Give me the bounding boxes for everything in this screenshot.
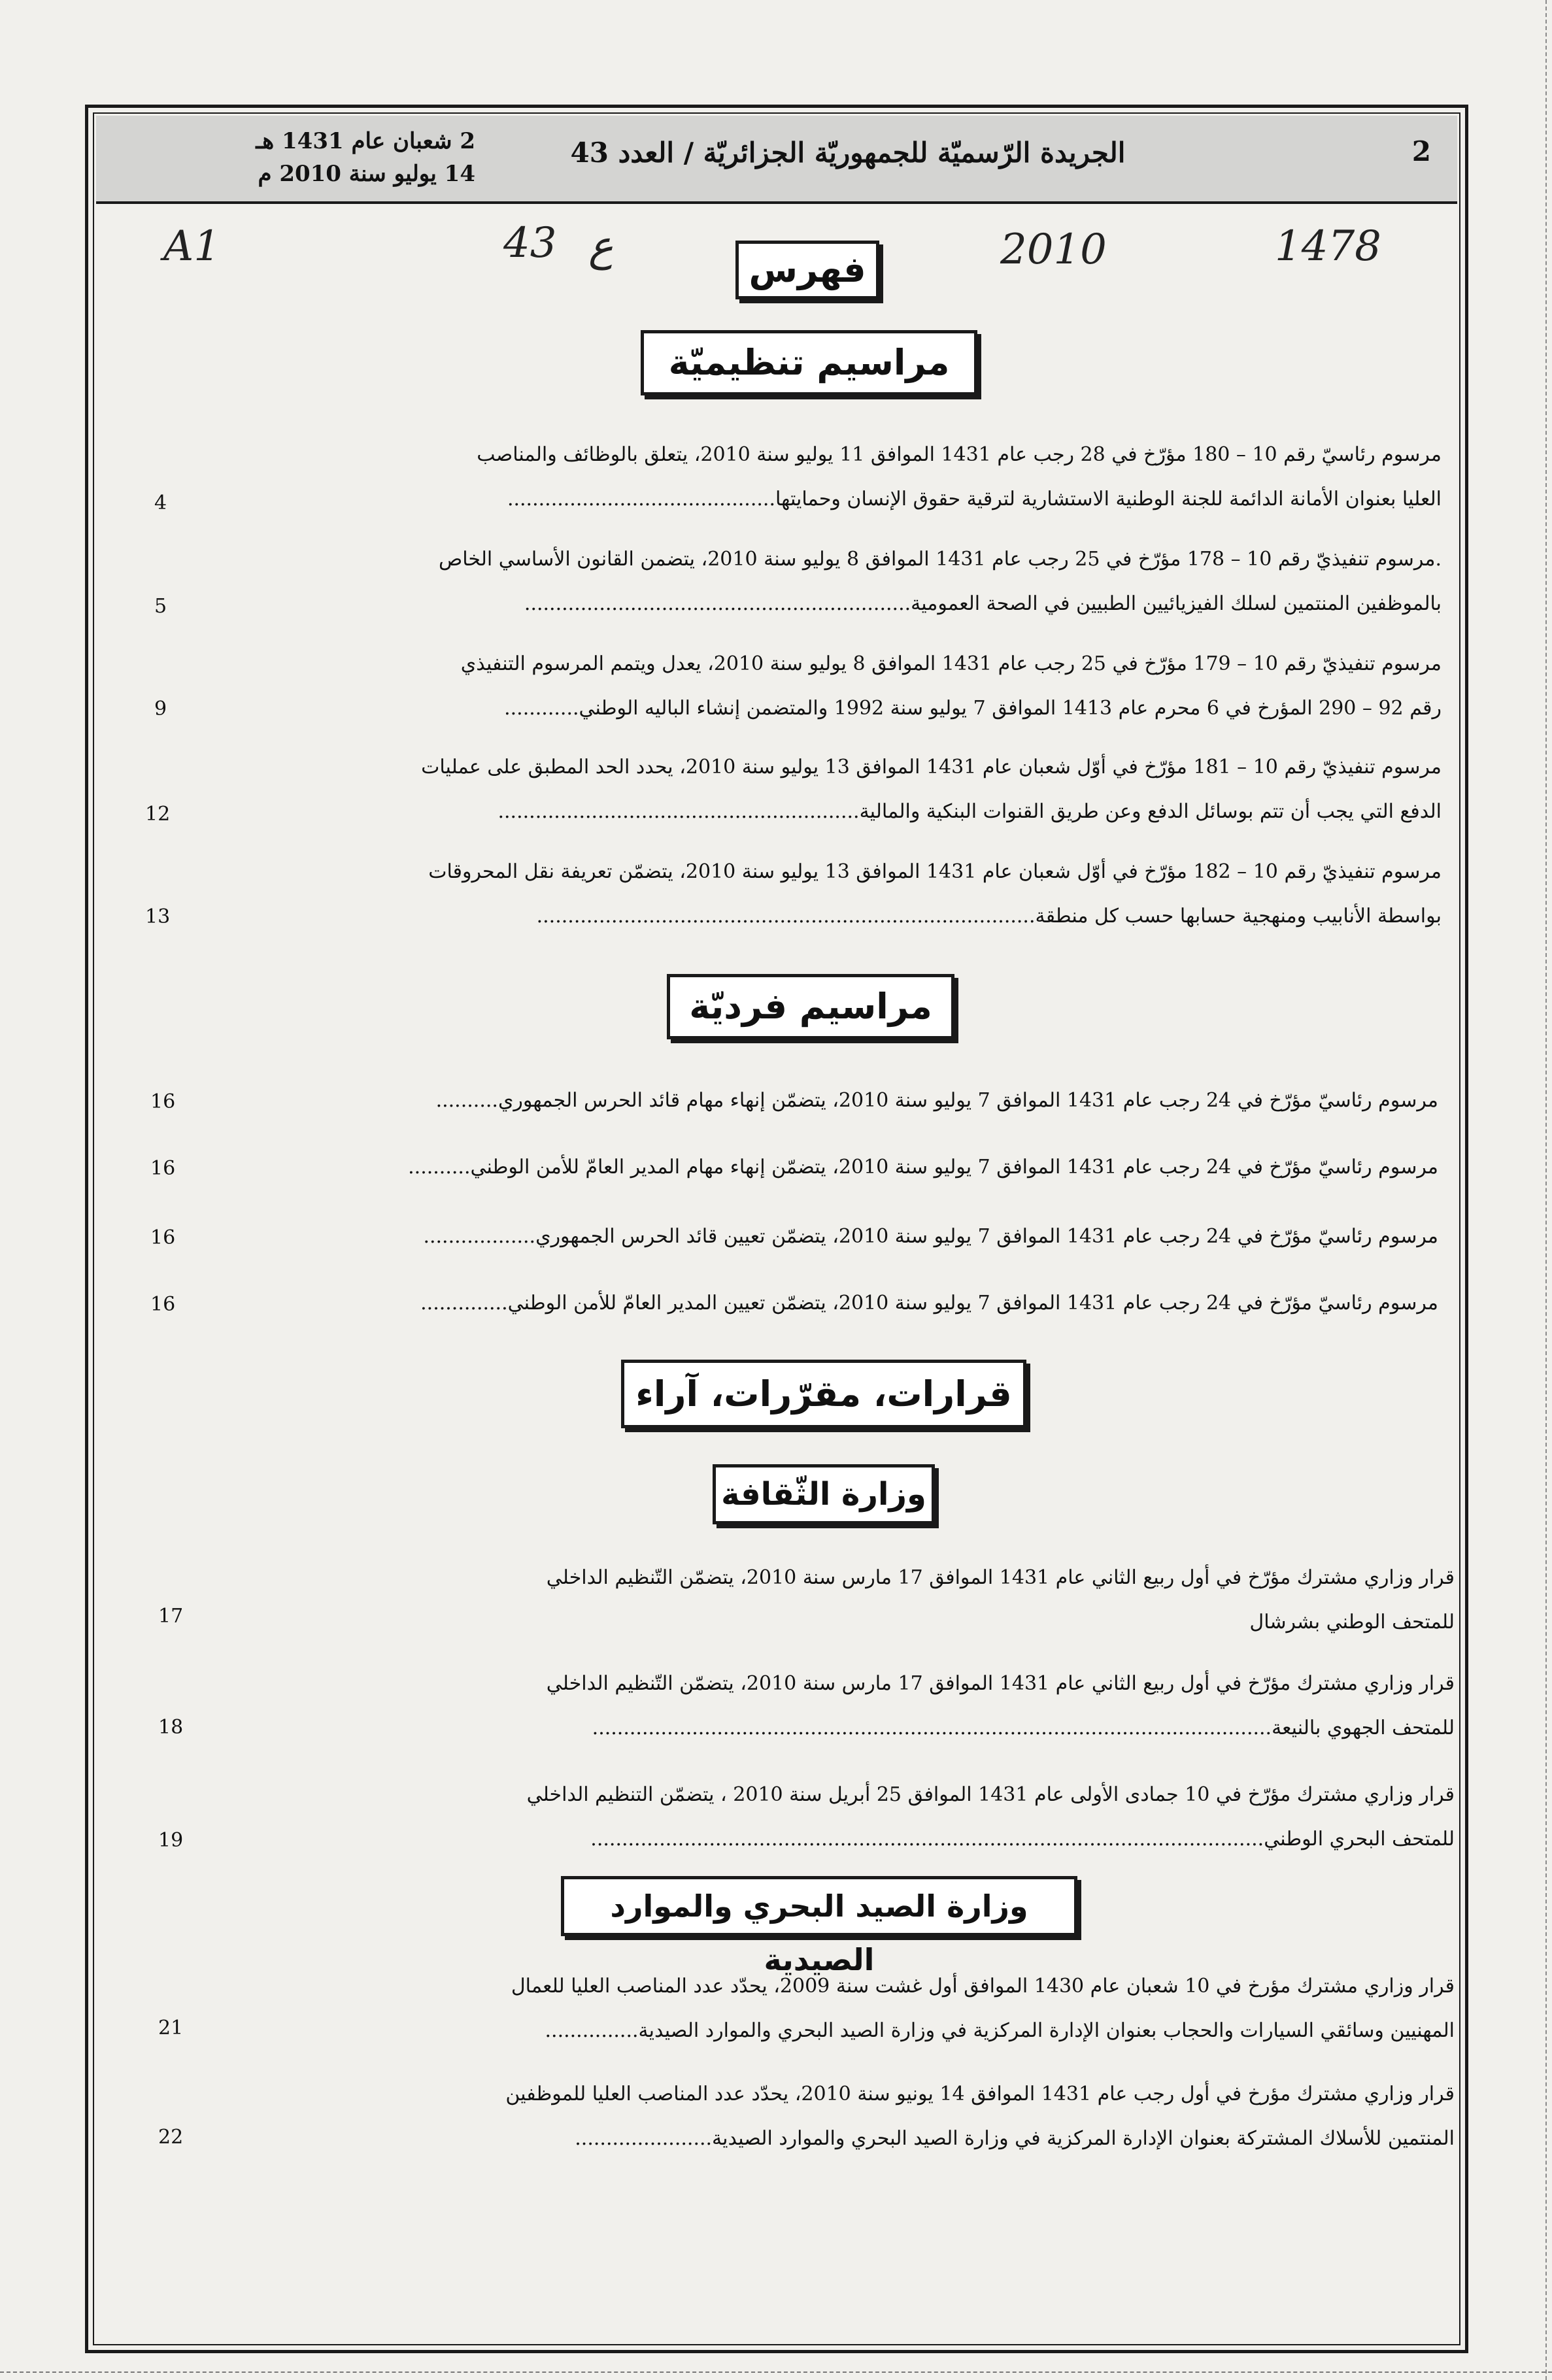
entry-page-number: 16 xyxy=(150,1226,176,1249)
list-item xyxy=(196,2072,1455,2161)
entry-page-number: 5 xyxy=(154,595,167,618)
entry-line: مرسوم رئاسيّ رقم 10 – 180 مؤرّخ في 28 رجب عام 1431 الموافق 11 يوليو سنة 2010، يتعلق بالوظائف والمناصب xyxy=(477,443,1442,466)
page-number: 2 xyxy=(1411,135,1431,167)
entry-line: للمتحف البحري الوطني............................................................................................................ xyxy=(590,1828,1455,1851)
list-item xyxy=(196,1662,1455,1751)
handwritten-ref: 1478 xyxy=(1275,222,1381,271)
entry-line: قرار وزاري مشترك مؤرخ في 10 شعبان عام 1430 الموافق أول غشت سنة 2009، يحدّد عدد المناصب العليا للعمال xyxy=(511,1975,1455,1998)
list-item xyxy=(183,850,1442,939)
list-item xyxy=(183,642,1442,731)
entry-line: للمتحف الوطني بشرشال xyxy=(1249,1611,1455,1634)
scan-edge xyxy=(0,2372,1552,2373)
handwritten-letter: ع xyxy=(588,222,614,271)
section-title-regulatory-decrees: مراسيم تنظيميّة xyxy=(641,330,977,395)
entry-line: قرار وزاري مشترك مؤرّخ في 10 جمادى الأولى عام 1431 الموافق 25 أبريل سنة 2010 ، يتضمّن التنظيم الداخلي xyxy=(526,1783,1455,1806)
entry-line: مرسوم رئاسيّ مؤرّخ في 24 رجب عام 1431 الموافق 7 يوليو سنة 2010، يتضمّن إنهاء مهام المدير العامّ للأمن الوطني.......... xyxy=(408,1156,1438,1179)
index-title: فهرس xyxy=(735,241,879,299)
ministry-title-fisheries: وزارة الصيد البحري والموارد الصيدية xyxy=(561,1876,1077,1936)
entry-page-number: 4 xyxy=(154,492,167,514)
entry-page-number: 16 xyxy=(150,1157,176,1180)
entry-page-number: 9 xyxy=(154,697,167,720)
list-item xyxy=(209,1281,1438,1326)
list-item xyxy=(183,537,1442,626)
handwritten-year: 2010 xyxy=(1000,226,1107,274)
section-title-decisions: قرارات، مقرّرات، آراء xyxy=(621,1360,1026,1428)
entry-line: مرسوم رئاسيّ مؤرّخ في 24 رجب عام 1431 الموافق 7 يوليو سنة 2010، يتضمّن تعيين المدير العامّ للأمن الوطني.............. xyxy=(420,1292,1438,1315)
entry-line: بالموظفين المنتمين لسلك الفيزيائيين الطبيين في الصحة العمومية.............................................................. xyxy=(524,592,1442,615)
entry-line: .مرسوم تنفيذيّ رقم 10 – 178 مؤرّخ في 25 رجب عام 1431 الموافق 8 يوليو سنة 2010، يتضمن القانون الأساسي الخاص xyxy=(439,548,1442,571)
entry-page-number: 21 xyxy=(158,2017,184,2039)
entry-page-number: 17 xyxy=(158,1605,184,1628)
entry-page-number: 19 xyxy=(158,1829,184,1852)
entry-line: المهنيين وسائقي السيارات والحجاب بعنوان الإدارة المركزية في وزارة الصيد البحري والموارد الصيدية............... xyxy=(545,2019,1455,2042)
entry-line: بواسطة الأنابيب ومنهجية حسابها حسب كل منطقة................................................................................ xyxy=(536,905,1442,928)
entry-line: مرسوم تنفيذيّ رقم 10 – 179 مؤرّخ في 25 رجب عام 1431 الموافق 8 يوليو سنة 2010، يعدل ويتمم المرسوم التنفيذي xyxy=(460,652,1442,675)
page-header xyxy=(96,116,1457,204)
handwritten-code: A1 xyxy=(163,222,220,271)
ministry-title-culture: وزارة الثّقافة xyxy=(713,1464,935,1524)
entry-page-number: 18 xyxy=(158,1716,184,1739)
list-item xyxy=(196,1773,1455,1862)
list-item xyxy=(183,433,1442,522)
issue-date-gregorian: 14 يوليو سنة 2010 م xyxy=(258,161,475,187)
list-item xyxy=(196,1964,1455,2053)
entry-page-number: 13 xyxy=(145,905,171,928)
issue-date xyxy=(135,125,475,190)
entry-page-number: 12 xyxy=(145,803,171,826)
list-item xyxy=(209,1145,1438,1190)
handwritten-issue: 43 xyxy=(503,219,557,267)
entry-line: رقم 92 – 290 المؤرخ في 6 محرم عام 1413 الموافق 7 يوليو سنة 1992 والمتضمن إنشاء الباليه الوطني............ xyxy=(504,697,1442,720)
entry-line: مرسوم تنفيذيّ رقم 10 – 181 مؤرّخ في أوّل شعبان عام 1431 الموافق 13 يوليو سنة 2010، يحدد الحد المطبق على عمليات xyxy=(421,756,1442,779)
issue-date-hijri: 2 شعبان عام 1431 هـ xyxy=(256,128,475,154)
entry-line: للمتحف الجهوي بالنيعة............................................................................................................. xyxy=(592,1717,1455,1739)
entry-line: العليا بعنوان الأمانة الدائمة للجنة الوطنية الاستشارية لترقية حقوق الإنسان وحمايتها........................................... xyxy=(507,488,1442,511)
entry-page-number: 22 xyxy=(158,2126,184,2149)
entry-line: مرسوم رئاسيّ مؤرّخ في 24 رجب عام 1431 الموافق 7 يوليو سنة 2010، يتضمّن تعيين قائد الحرس الجمهوري.................. xyxy=(423,1225,1438,1248)
entry-line: الدفع التي يجب أن تتم بوسائل الدفع وعن طريق القنوات البنكية والمالية.......................................................... xyxy=(498,800,1442,823)
list-item xyxy=(183,745,1442,834)
list-item xyxy=(209,1079,1438,1123)
list-item xyxy=(209,1215,1438,1259)
list-item xyxy=(196,1556,1455,1645)
entry-line: قرار وزاري مشترك مؤرّخ في أول ربيع الثاني عام 1431 الموافق 17 مارس سنة 2010، يتضمّن التّنظيم الداخلي xyxy=(546,1672,1455,1695)
entry-line: قرار وزاري مشترك مؤرخ في أول رجب عام 1431 الموافق 14 يونيو سنة 2010، يحدّد عدد المناصب العليا للموظفين xyxy=(505,2083,1455,2105)
entry-page-number: 16 xyxy=(150,1090,176,1113)
section-title-individual-decrees: مراسيم فرديّة xyxy=(667,974,954,1039)
entry-line: المنتمين للأسلاك المشتركة بعنوان الإدارة المركزية في وزارة الصيد البحري والموارد الصيدية...................... xyxy=(575,2127,1455,2150)
entry-line: مرسوم رئاسيّ مؤرّخ في 24 رجب عام 1431 الموافق 7 يوليو سنة 2010، يتضمّن إنهاء مهام قائد الحرس الجمهوري.......... xyxy=(435,1089,1438,1112)
entry-line: قرار وزاري مشترك مؤرّخ في أول ربيع الثاني عام 1431 الموافق 17 مارس سنة 2010، يتضمّن التّنظيم الداخلي xyxy=(546,1566,1455,1589)
journal-title: الجريدة الرّسميّة للجمهوريّة الجزائريّة / العدد 43 xyxy=(570,137,1126,169)
scan-margin-line xyxy=(1545,0,1547,2380)
entry-page-number: 16 xyxy=(150,1293,176,1316)
entry-line: مرسوم تنفيذيّ رقم 10 – 182 مؤرّخ في أوّل شعبان عام 1431 الموافق 13 يوليو سنة 2010، يتضمّن تعريفة نقل المحروقات xyxy=(428,860,1442,883)
